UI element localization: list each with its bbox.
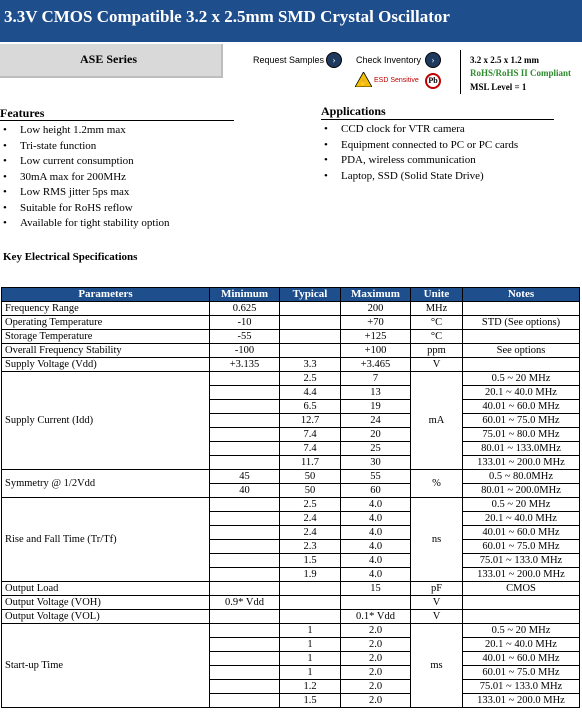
applications-item: • Laptop, SSD (Solid State Drive) [321,170,518,186]
typ-cell: 4.4 [280,386,341,400]
typ-cell [280,582,341,596]
min-cell [210,498,280,512]
notes-cell: 20.1 ~ 40.0 MHz [463,638,580,652]
min-cell [210,652,280,666]
request-samples-arrow-icon[interactable]: › [326,52,342,68]
param-cell: Supply Voltage (Vdd) [2,358,210,372]
typ-cell: 12.7 [280,414,341,428]
unit-cell: mA [411,372,463,470]
esd-warning-icon [355,72,372,87]
notes-cell: 75.01 ~ 133.0 MHz [463,554,580,568]
notes-cell: 0.5 ~ 20 MHz [463,372,580,386]
typ-cell: 1.2 [280,680,341,694]
unit-cell: % [411,470,463,498]
min-cell [210,610,280,624]
notes-cell: 0.5 ~ 80.0MHz [463,470,580,484]
pb-free-icon: Pb [425,73,441,89]
min-cell: -100 [210,344,280,358]
table-row [2,624,580,638]
typ-cell [280,596,341,610]
title-bar [0,0,582,42]
notes-cell: STD (See options) [463,316,580,330]
applications-item: • CCD clock for VTR camera [321,123,518,139]
unit-cell: ns [411,498,463,582]
unit-cell: MHz [411,302,463,316]
param-cell: Output Voltage (VOL) [2,610,210,624]
notes-cell: 75.01 ~ 133.0 MHz [463,680,580,694]
min-cell [210,540,280,554]
features-item: • Suitable for RoHS reflow [0,202,170,218]
min-cell [210,624,280,638]
max-cell: 2.0 [341,666,411,680]
esd-label: ESD Sensitive [374,77,419,84]
param-cell: Storage Temperature [2,330,210,344]
series-label: ASE Series [80,52,137,66]
notes-cell: CMOS [463,582,580,596]
typ-cell: 1.9 [280,568,341,582]
applications-underline [321,119,554,120]
param-cell: Supply Current (Idd) [2,372,210,470]
notes-cell: 60.01 ~ 75.0 MHz [463,666,580,680]
unit-cell: °C [411,330,463,344]
check-inventory-arrow-icon[interactable]: › [425,52,441,68]
min-cell [210,582,280,596]
max-cell: 20 [341,428,411,442]
param-cell: Start-up Time [2,624,210,708]
min-cell [210,512,280,526]
notes-cell: 40.01 ~ 60.0 MHz [463,652,580,666]
table-row [2,582,580,596]
table-row [2,344,580,358]
min-cell [210,428,280,442]
min-cell: -55 [210,330,280,344]
unit-cell: V [411,596,463,610]
min-cell [210,400,280,414]
min-cell [210,694,280,708]
min-cell [210,680,280,694]
table-row [2,498,580,512]
param-cell: Output Load [2,582,210,596]
max-cell: +125 [341,330,411,344]
features-item: • 30mA max for 200MHz [0,171,170,187]
applications-item: • PDA, wireless communication [321,154,518,170]
typ-cell: 1 [280,624,341,638]
max-cell: 60 [341,484,411,498]
notes-cell: 20.1 ~ 40.0 MHz [463,512,580,526]
max-cell: 4.0 [341,540,411,554]
typ-cell: 7.4 [280,428,341,442]
min-cell: 40 [210,484,280,498]
rohs-label: RoHS/RoHS II Compliant [470,68,572,78]
min-cell [210,666,280,680]
request-samples-link[interactable]: Request Samples [253,55,325,65]
max-cell: 4.0 [341,554,411,568]
notes-cell [463,610,580,624]
specs-title: Key Electrical Specifications [3,251,138,263]
typ-cell [280,610,341,624]
notes-cell: 80.01 ~ 133.0MHz [463,442,580,456]
col-header-unite: Unite [411,288,463,302]
notes-cell: 75.01 ~ 80.0 MHz [463,428,580,442]
max-cell [341,596,411,610]
max-cell: 25 [341,442,411,456]
notes-cell: 0.5 ~ 20 MHz [463,498,580,512]
param-cell: Rise and Fall Time (Tr/Tf) [2,498,210,582]
typ-cell: 50 [280,484,341,498]
typ-cell [280,344,341,358]
max-cell: +100 [341,344,411,358]
typ-cell: 50 [280,470,341,484]
typ-cell: 2.5 [280,498,341,512]
max-cell: 19 [341,400,411,414]
typ-cell [280,330,341,344]
min-cell: 0.9* Vdd [210,596,280,610]
typ-cell: 2.5 [280,372,341,386]
svg-text:✋: ✋ [358,78,369,87]
max-cell: 2.0 [341,652,411,666]
notes-cell: 80.01 ~ 200.0MHz [463,484,580,498]
notes-cell: 40.01 ~ 60.0 MHz [463,526,580,540]
typ-cell: 2.4 [280,526,341,540]
typ-cell: 2.3 [280,540,341,554]
divider [460,50,461,94]
notes-cell: 133.01 ~ 200.0 MHz [463,568,580,582]
param-cell: Output Voltage (VOH) [2,596,210,610]
unit-cell: ms [411,624,463,708]
table-row [2,316,580,330]
table-row [2,302,580,316]
col-header-notes: Notes [463,288,580,302]
spec-table [1,287,580,708]
param-cell: Symmetry @ 1/2Vdd [2,470,210,498]
applications-list [321,123,518,185]
min-cell [210,526,280,540]
notes-cell: 60.01 ~ 75.0 MHz [463,540,580,554]
max-cell: 2.0 [341,680,411,694]
typ-cell [280,302,341,316]
param-cell: Operating Temperature [2,316,210,330]
max-cell: 15 [341,582,411,596]
typ-cell: 6.5 [280,400,341,414]
min-cell [210,372,280,386]
notes-cell: 40.01 ~ 60.0 MHz [463,400,580,414]
unit-cell: V [411,358,463,372]
table-row [2,358,580,372]
notes-cell: 20.1 ~ 40.0 MHz [463,386,580,400]
typ-cell: 1 [280,638,341,652]
features-item: • Available for tight stability option [0,217,170,233]
min-cell [210,638,280,652]
applications-item: • Equipment connected to PC or PC cards [321,139,518,155]
features-item: • Low RMS jitter 5ps max [0,186,170,202]
min-cell [210,456,280,470]
min-cell [210,568,280,582]
col-header-typical: Typical [280,288,341,302]
max-cell: 2.0 [341,624,411,638]
table-row [2,610,580,624]
max-cell: 24 [341,414,411,428]
max-cell: 2.0 [341,638,411,652]
typ-cell: 1 [280,652,341,666]
max-cell: 55 [341,470,411,484]
table-row [2,330,580,344]
typ-cell: 3.3 [280,358,341,372]
max-cell: 2.0 [341,694,411,708]
col-header-parameters: Parameters [2,288,210,302]
typ-cell: 1 [280,666,341,680]
max-cell: +3.465 [341,358,411,372]
applications-title: Applications [321,104,386,118]
max-cell: 30 [341,456,411,470]
typ-cell [280,316,341,330]
min-cell: 45 [210,470,280,484]
unit-cell: V [411,610,463,624]
table-row [2,596,580,610]
max-cell: 13 [341,386,411,400]
param-cell: Frequency Range [2,302,210,316]
features-list [0,124,170,233]
unit-cell: ppm [411,344,463,358]
col-header-maximum: Maximum [341,288,411,302]
page-title: 3.3V CMOS Compatible 3.2 x 2.5mm SMD Crystal Oscillator [4,7,450,26]
unit-cell: °C [411,316,463,330]
max-cell: 4.0 [341,526,411,540]
notes-cell [463,330,580,344]
typ-cell: 1.5 [280,554,341,568]
notes-cell: 133.01 ~ 200.0 MHz [463,456,580,470]
check-inventory-link[interactable]: Check Inventory [356,55,422,65]
min-cell [210,414,280,428]
notes-cell: 60.01 ~ 75.0 MHz [463,414,580,428]
max-cell: 7 [341,372,411,386]
min-cell: +3.135 [210,358,280,372]
typ-cell: 1.5 [280,694,341,708]
max-cell: 4.0 [341,512,411,526]
notes-cell [463,358,580,372]
features-underline [0,120,234,121]
table-row [2,372,580,386]
param-cell: Overall Frequency Stability [2,344,210,358]
col-header-minimum: Minimum [210,288,280,302]
notes-cell [463,302,580,316]
max-cell: 0.1* Vdd [341,610,411,624]
features-title: Features [0,106,45,120]
features-item: • Low height 1.2mm max [0,124,170,140]
series-tab [0,44,223,78]
notes-cell: 0.5 ~ 20 MHz [463,624,580,638]
max-cell: 4.0 [341,568,411,582]
min-cell [210,554,280,568]
min-cell: 0.625 [210,302,280,316]
spec-size: 3.2 x 2.5 x 1.2 mm [470,55,539,65]
msl-label: MSL Level = 1 [470,82,527,92]
table-row [2,470,580,484]
max-cell: 200 [341,302,411,316]
features-item: • Low current consumption [0,155,170,171]
features-item: • Tri-state function [0,140,170,156]
notes-cell: 133.01 ~ 200.0 MHz [463,694,580,708]
typ-cell: 7.4 [280,442,341,456]
notes-cell [463,596,580,610]
min-cell [210,442,280,456]
unit-cell: pF [411,582,463,596]
min-cell: -10 [210,316,280,330]
max-cell: 4.0 [341,498,411,512]
typ-cell: 11.7 [280,456,341,470]
min-cell [210,386,280,400]
spec-table-header [2,288,580,302]
typ-cell: 2.4 [280,512,341,526]
notes-cell: See options [463,344,580,358]
max-cell: +70 [341,316,411,330]
